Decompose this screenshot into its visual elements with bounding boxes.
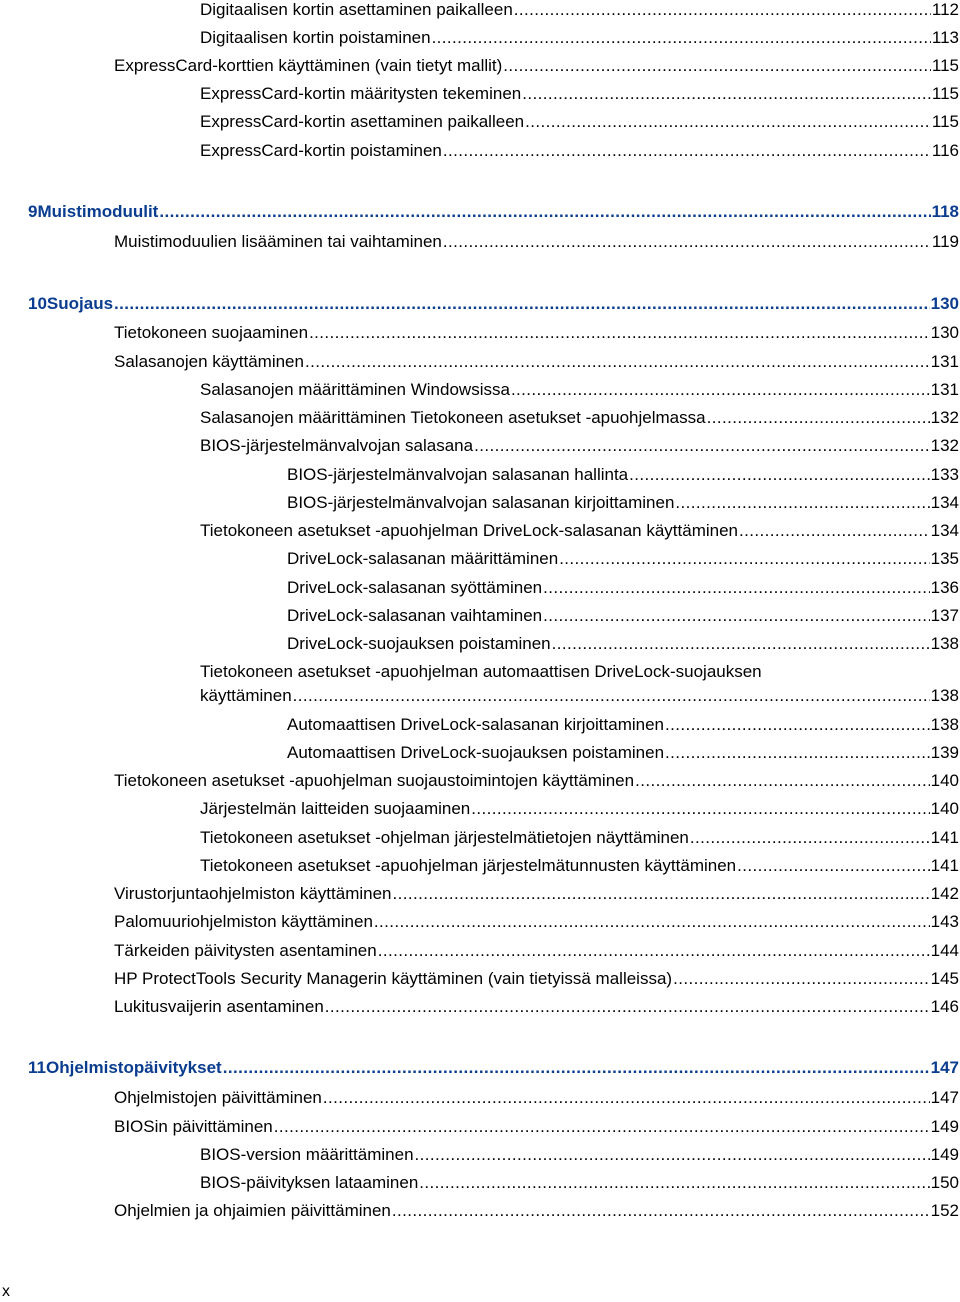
toc-entry[interactable] [287,549,959,569]
dot-leader [274,1117,930,1137]
dot-leader [471,799,929,819]
dot-leader [665,743,930,763]
toc-entry-title: käyttäminen [200,686,292,705]
dot-leader [514,0,931,20]
toc-entry[interactable] [200,0,959,20]
dot-leader [415,1145,930,1165]
toc-entry-title: BIOSin päivittäminen [114,1117,273,1136]
toc-entry[interactable] [200,856,959,876]
toc-entry-title: Tietokoneen asetukset -ohjelman järjestelmätietojen näyttäminen [200,828,689,847]
toc-entry-page: 149 [930,1117,959,1136]
toc-entry-title: HP ProtectTools Security Managerin käyttäminen (vain tietyissä malleissa) [114,969,673,988]
toc-entry-page: 135 [930,549,959,568]
toc-entry[interactable] [200,141,959,161]
dot-leader [629,465,929,485]
dot-leader [293,686,930,706]
toc-entry-page: 119 [931,232,959,251]
toc-entry-title: Ohjelmistojen päivittäminen [114,1088,322,1107]
dot-leader [525,112,931,132]
toc-entry-page: 130 [930,294,959,313]
toc-entry-title: BIOS-järjestelmänvalvojan salasanan kirjoittaminen [287,493,675,512]
toc-entry-title: Suojaus [46,294,114,313]
toc-entry-page: 134 [930,493,959,512]
toc-entry-title: Salasanojen käyttäminen [114,352,304,371]
toc-entry-page: 138 [930,686,959,705]
dot-leader [673,969,930,989]
toc-entry[interactable] [287,493,959,513]
toc-entry[interactable] [114,941,959,961]
toc-entry-title: Ohjelmien ja ohjaimien päivittäminen [114,1201,391,1220]
toc-entry-page: 145 [930,969,959,988]
toc-entry-title: Salasanojen määrittäminen Windowsissa [200,380,510,399]
toc-entry[interactable] [200,112,959,132]
dot-leader [432,28,931,48]
toc-entry-title: Järjestelmän laitteiden suojaaminen [200,799,471,818]
toc-entry-title: ExpressCard-kortin poistaminen [200,141,442,160]
toc-entry-page: 115 [931,84,959,103]
toc-entry-title-line1[interactable]: Tietokoneen asetukset -apuohjelman automaattisen DriveLock-suojauksen [200,662,762,681]
toc-entry-page: 150 [930,1173,959,1192]
dot-leader [675,493,929,513]
toc-entry[interactable] [287,465,959,485]
toc-entry-title: DriveLock-salasanan määrittäminen [287,549,559,568]
toc-chapter[interactable] [28,1058,959,1078]
dot-leader [635,771,930,791]
toc-entry[interactable] [287,578,959,598]
toc-entry-title: BIOS-järjestelmänvalvojan salasana [200,436,474,455]
toc-entry-page: 140 [930,771,959,790]
toc-entry-title: BIOS-järjestelmänvalvojan salasanan hallinta [287,465,629,484]
toc-entry-page: 115 [931,56,959,75]
dot-leader [309,323,930,343]
toc-entry-page: 132 [930,408,959,427]
toc-entry[interactable] [200,1145,959,1165]
toc-entry-page: 115 [931,112,959,131]
dot-leader [223,1058,930,1078]
dot-leader [690,828,930,848]
toc-entry-title: DriveLock-suojauksen poistaminen [287,634,551,653]
dot-leader [511,380,930,400]
toc-entry-page: 137 [930,606,959,625]
toc-entry-page: 132 [930,436,959,455]
toc-entry[interactable] [114,969,959,989]
toc-entry-page: 144 [930,941,959,960]
toc-entry-title: ExpressCard-kortin asettaminen paikalleen [200,112,525,131]
toc-entry[interactable] [114,1088,959,1108]
toc-entry[interactable] [114,912,959,932]
chapter-number: 10 [28,294,47,313]
toc-entry[interactable] [200,380,959,400]
toc-entry-page: 142 [930,884,959,903]
dot-leader [522,84,931,104]
toc-entry[interactable] [200,84,959,104]
dot-leader [419,1173,929,1193]
toc-entry[interactable] [200,408,959,428]
toc-entry-title: BIOS-päivityksen lataaminen [200,1173,419,1192]
toc-entry-page: 133 [930,465,959,484]
toc-entry-title: Automaattisen DriveLock-salasanan kirjoittaminen [287,715,665,734]
toc-entry-title: Automaattisen DriveLock-suojauksen poistaminen [287,743,665,762]
toc-entry-title: Tärkeiden päivitysten asentaminen [114,941,377,960]
toc-entry-page: 118 [931,202,959,221]
dot-leader [739,521,930,541]
toc-entry-page: 131 [930,380,959,399]
toc-entry-title: Salasanojen määrittäminen Tietokoneen asetukset -apuohjelmassa [200,408,706,427]
page-number-footer: x [2,1283,10,1300]
dot-leader [393,884,930,904]
toc-entry[interactable] [114,1201,959,1221]
toc-entry-title: Tietokoneen asetukset -apuohjelman järjestelmätunnusten käyttäminen [200,856,737,875]
toc-entry-page: 113 [931,28,959,47]
toc-entry-page: 152 [930,1201,959,1220]
toc-entry-title: Palomuuriohjelmiston käyttäminen [114,912,373,931]
toc-entry[interactable] [114,771,959,791]
toc-entry-title: Lukitusvaijerin asentaminen [114,997,324,1016]
toc-entry[interactable] [114,323,959,343]
dot-leader [543,606,929,626]
dot-leader [707,408,930,428]
dot-leader [443,141,931,161]
toc-entry[interactable] [114,352,959,372]
toc-entry[interactable] [287,743,959,763]
dot-leader [737,856,929,876]
dot-leader [114,294,930,314]
toc-entry-title: ExpressCard-korttien käyttäminen (vain tietyt mallit) [114,56,503,75]
toc-entry-page: 147 [930,1058,959,1077]
toc-entry-page: 112 [931,0,959,19]
dot-leader [374,912,930,932]
dot-leader [323,1088,930,1108]
toc-entry-title: BIOS-version määrittäminen [200,1145,414,1164]
toc-entry[interactable] [114,884,959,904]
toc-entry[interactable] [200,521,959,541]
dot-leader [474,436,930,456]
toc-entry-page: 140 [930,799,959,818]
toc-entry-title: DriveLock-salasanan vaihtaminen [287,606,543,625]
toc-entry[interactable] [200,1173,959,1193]
toc-entry-page: 136 [930,578,959,597]
toc-entry-page: 116 [931,141,959,160]
toc-entry[interactable] [287,715,959,735]
toc-entry-page: 147 [930,1088,959,1107]
dot-leader [665,715,930,735]
toc-entry-page: 141 [930,828,959,847]
dot-leader [305,352,930,372]
toc-entry-title: ExpressCard-kortin määritysten tekeminen [200,84,522,103]
toc-entry[interactable] [200,686,959,706]
toc-entry-page: 139 [930,743,959,762]
toc-entry[interactable] [114,232,959,252]
toc-entry-title: Digitaalisen kortin asettaminen paikalleen [200,0,513,19]
toc-entry[interactable] [114,56,959,76]
toc-entry-page: 146 [930,997,959,1016]
toc-chapter[interactable] [28,294,959,314]
toc-chapter[interactable] [28,202,959,222]
toc-entry-page: 130 [930,323,959,342]
toc-entry-page: 143 [930,912,959,931]
toc-entry-title: Digitaalisen kortin poistaminen [200,28,431,47]
toc-entry-page: 134 [930,521,959,540]
toc-entry-title: Virustorjuntaohjelmiston käyttäminen [114,884,392,903]
toc-entry-page: 131 [930,352,959,371]
chapter-number: 11 [28,1058,46,1077]
toc-entry-title: Tietokoneen asetukset -apuohjelman DriveLock-salasanan käyttäminen [200,521,739,540]
toc-entry-page: 149 [930,1145,959,1164]
toc-entry-title: Tietokoneen suojaaminen [114,323,309,342]
toc-entry[interactable] [200,436,959,456]
toc-entry[interactable] [200,28,959,48]
dot-leader [552,634,930,654]
dot-leader [325,997,930,1017]
dot-leader [559,549,929,569]
toc-entry-title: DriveLock-salasanan syöttäminen [287,578,543,597]
dot-leader [159,202,930,222]
toc-entry[interactable] [114,1117,959,1137]
dot-leader [443,232,931,252]
toc-entry-page: 141 [930,856,959,875]
toc-entry-page: 138 [930,715,959,734]
toc-entry-title: Tietokoneen asetukset -apuohjelman suojaustoimintojen käyttäminen [114,771,635,790]
toc-entry[interactable] [287,634,959,654]
dot-leader [503,56,931,76]
toc-entry[interactable] [287,606,959,626]
toc-entry[interactable] [200,799,959,819]
chapter-number: 9 [28,202,38,221]
dot-leader [378,941,930,961]
toc-entry[interactable] [114,997,959,1017]
toc-entry-page: 138 [930,634,959,653]
dot-leader [543,578,930,598]
toc-entry-title: Ohjelmistopäivitykset [45,1058,222,1077]
toc-entry-title: Muistimoduulien lisääminen tai vaihtaminen [114,232,442,251]
toc-entry[interactable] [200,828,959,848]
dot-leader [392,1201,930,1221]
toc-entry-title: Muistimoduulit [37,202,159,221]
